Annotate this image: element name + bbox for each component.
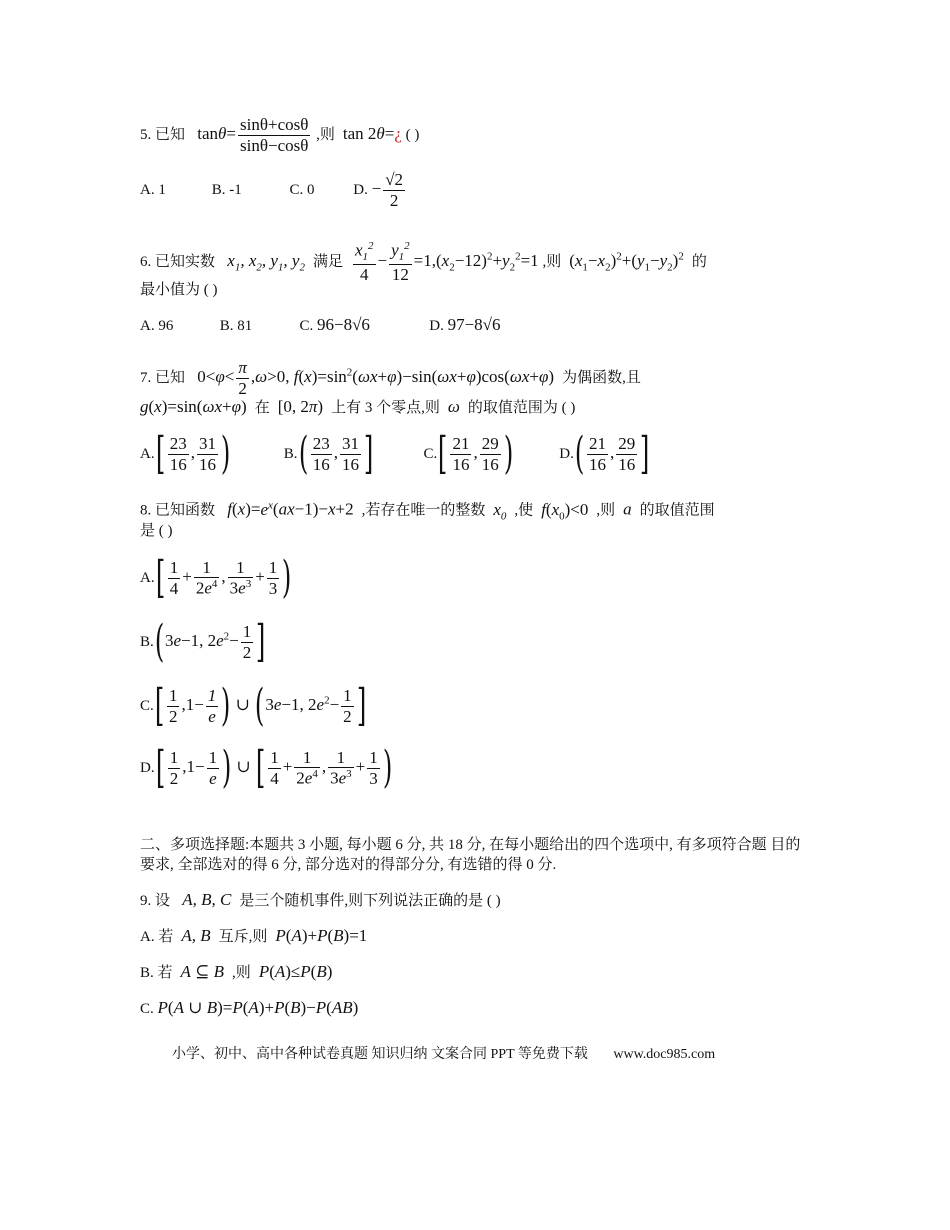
q7-g-formula: g(x)=sin(ωx+φ) xyxy=(140,397,251,416)
q9-option-b: B. 若 A ⊆ B ,则 P(A)≤P(B) xyxy=(140,962,333,981)
q7-options xyxy=(140,428,650,479)
q7-formula: 0<φ< $\frac{\pi}{2}$ ,ω>0, $f(x)=\sin^2(\omega x+\varphi)-\sin(\omega x+\varphi)\cos(\omega x+\varphi)$ xyxy=(188,358,559,398)
q8-stem xyxy=(140,500,715,522)
q5-then: ,则 xyxy=(316,126,335,143)
q8-option-d: D.[ $\frac{1}{2}$ ,1− $\frac{1}{e}$ ) ∪ [ $\frac{1}{4}$ + $\frac{1}{2e^4}$ , $\frac{1}{3e^3}$ + $\frac{1}{3}$ ) xyxy=(140,742,393,793)
q6-stem xyxy=(140,240,707,284)
q8-number: 8. 已知函数 xyxy=(140,502,216,519)
q5-stem xyxy=(140,115,419,155)
q7-interval: [0, 2π) xyxy=(273,397,328,416)
q8-option-c: C.[ $\frac{1}{2}$ ,1− $\frac{1}{e}$ ) ∪ (3e−1, $2e^2-$ $\frac{1}{2}$ ] xyxy=(140,680,366,731)
q5-paren: ( ) xyxy=(405,126,420,143)
q6-tail: 的 xyxy=(691,254,707,271)
q8-then2: ,则 xyxy=(596,502,616,519)
q6-variables: $x_1$, $x_2$, $y_1$, $y_2$ xyxy=(218,251,305,274)
q5-number: 5. 已知 xyxy=(140,126,186,143)
q7-range: 的取值范围为 ( ) xyxy=(467,400,576,416)
q8-line2: 是 ( ) xyxy=(140,523,173,539)
q9-option-a: A. 若 A, B 互斥,则 P(A)+P(B)=1 xyxy=(140,926,368,945)
q9-tail: 是三个随机事件,则下列说法正确的是 ( ) xyxy=(239,893,501,909)
q7-option-b: B.( $\frac{23}{16}$ , $\frac{31}{16}$ ] xyxy=(283,428,374,479)
q6-then: ,则 xyxy=(542,254,562,271)
q8-then: ,使 xyxy=(514,502,534,519)
q5-formula: tanθ= $\frac{\sin\theta+\cos\theta}{\sin\theta-\cos\theta}$ xyxy=(188,115,309,155)
footer xyxy=(172,1043,715,1063)
q5-option-a: A. 1 xyxy=(140,181,166,198)
q7-option-d: D.( $\frac{21}{16}$ , $\frac{29}{16}$ ] xyxy=(559,428,650,479)
q7-has: 上有 xyxy=(331,400,362,416)
q5-target: tan 2θ=¿ xyxy=(338,123,402,143)
q6-condition: 满足 xyxy=(312,254,343,271)
q7-stem xyxy=(140,358,641,398)
q6-option-c: C. 96−8√6 xyxy=(299,315,370,334)
q6-option-b: B. 81 xyxy=(219,318,253,334)
q7-tail: 为偶函数,且 xyxy=(562,369,641,386)
section-2-heading: 二、多项选择题:本题共 3 小题, 每小题 6 分, 共 18 分, 在每小题给出的四个选项中, 有多项符合题 目的要求, 全部选对的得 6 分, 部分选对的得部分分, 有选错的得 0 分. xyxy=(140,837,801,873)
q9-stem xyxy=(140,891,501,909)
q6-line2: 最小值为 ( ) xyxy=(140,282,218,298)
q8-x0: $x_0$ xyxy=(489,499,507,523)
q7-option-a: A.[ $\frac{23}{16}$ , $\frac{31}{16}$ ) xyxy=(140,428,231,479)
q9-number: 9. 设 xyxy=(140,893,171,909)
q6-expression: $(x_1-x_2)^2+(y_1-y_2)^2$ xyxy=(564,250,684,274)
q5-options xyxy=(140,170,407,210)
q5-option-c: C. 0 xyxy=(289,181,315,198)
footer-url[interactable]: www.doc985.com xyxy=(613,1047,716,1062)
q8-option-a: A.[ $\frac{1}{4}$ + $\frac{1}{2e^4}$ , $\frac{1}{3e^3}$ + $\frac{1}{3}$ ) xyxy=(140,552,292,603)
q7-zeros: 3 个零点,则 xyxy=(364,400,440,416)
q7-option-c: C.[ $\frac{21}{16}$ , $\frac{29}{16}$ ) xyxy=(423,428,513,479)
q8-condition: ,若存在唯一的整数 xyxy=(361,502,486,519)
q7-line2 xyxy=(140,398,575,416)
q6-equations: $\frac{x_1^2}{4}$ − $\frac{y_1^2}{12}$ $=1,(x_2-12)^2+y_2^2=1$ xyxy=(354,240,539,284)
q7-number: 7. 已知 xyxy=(140,369,186,386)
q6-options xyxy=(140,316,501,334)
q5-option-b: B. -1 xyxy=(211,181,242,198)
footer-text: 小学、初中、高中各种试卷真题 知识归纳 文案合同 PPT 等免费下载 xyxy=(172,1047,588,1062)
q6-option-d: D. 97−8√6 xyxy=(429,315,501,334)
q9-events: A, B, C xyxy=(173,890,236,909)
q5-option-d: D. − $\frac{√2}{2}$ xyxy=(353,170,404,210)
q8-formula: $f(x)=e^x(ax-1)-x+2$ xyxy=(227,499,358,519)
q9-option-c: C. P(A ∪ B)=P(A)+P(B)−P(AB) xyxy=(140,998,359,1017)
q6-option-a: A. 96 xyxy=(140,318,174,334)
q8-ineq: $f(x_0)<0$ xyxy=(541,499,593,523)
q8-range: 的取值范围 xyxy=(639,502,715,519)
q7-in: 在 xyxy=(254,400,270,416)
q8-option-b: B.(3e−1, $2e^2-$ $\frac{1}{2}$ ] xyxy=(140,616,266,667)
q6-number: 6. 已知实数 xyxy=(140,254,216,271)
q8-a: a xyxy=(618,499,636,519)
q7-omega: ω xyxy=(443,397,465,416)
